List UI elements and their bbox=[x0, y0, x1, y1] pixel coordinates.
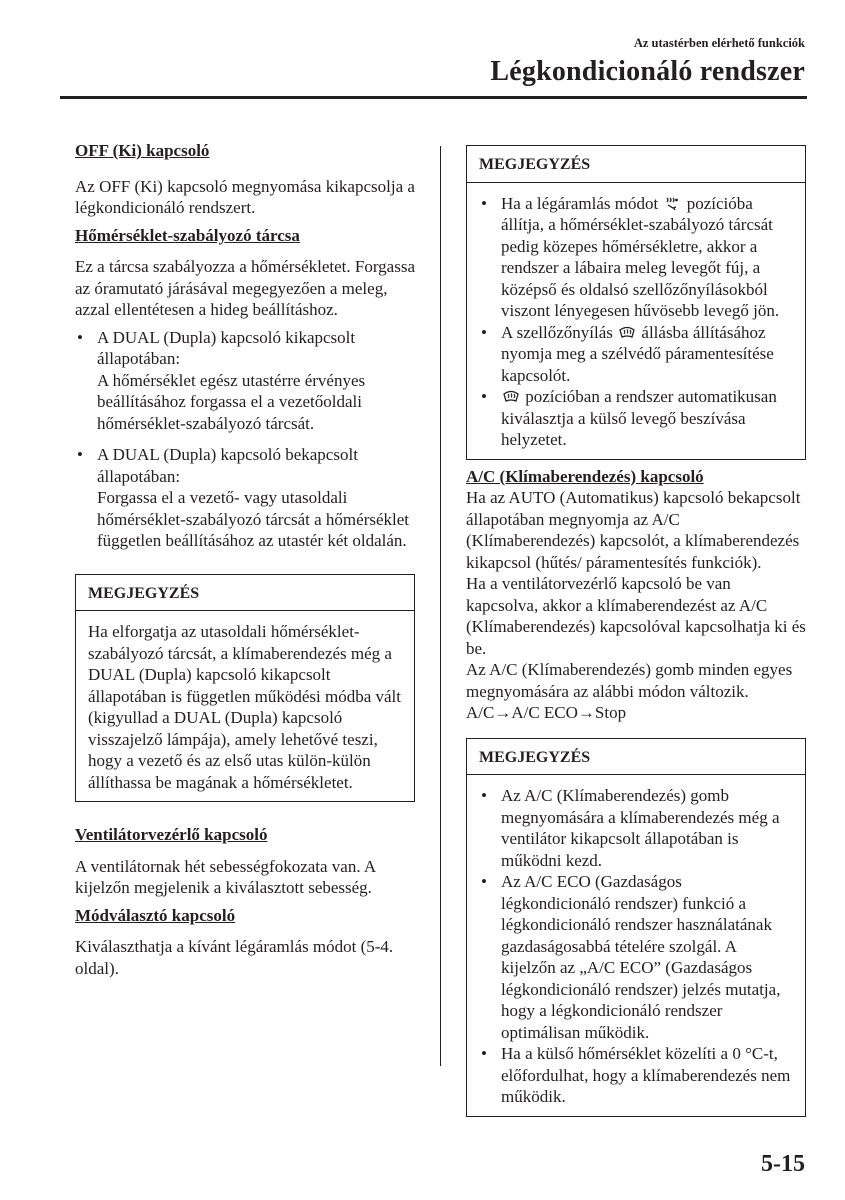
header-rule bbox=[60, 96, 807, 99]
note-body bbox=[467, 775, 805, 1116]
note-body bbox=[467, 183, 805, 459]
note-box bbox=[75, 574, 415, 803]
list-item bbox=[479, 322, 793, 387]
ac-switch-heading: A/C (Klímaberendezés) kapcsoló bbox=[466, 466, 704, 486]
page-title: Légkondicionáló rendszer bbox=[490, 56, 805, 87]
fan-switch-heading: Ventilátorvezérlő kapcsoló bbox=[75, 825, 268, 844]
ac-paragraph: Ha a ventilátorvezérlő kapcsoló be van kapcsolva, akkor a klímaberendezést az A/C (Klímaberendezés) kapcsolóval kapcsolhatja ki és be. bbox=[466, 574, 806, 658]
page-number: 5-15 bbox=[761, 1151, 805, 1177]
temp-dial-text: Ez a tárcsa szabályozza a hőmérsékletet. Forgassa az óramutató járásával megegyezően a meleg, azzal ellentétesen a hideg beállításhoz. bbox=[75, 257, 415, 319]
note-title: MEGJEGYZÉS bbox=[467, 739, 805, 776]
off-switch-text: Az OFF (Ki) kapcsoló megnyomása kikapcsolja a légkondicionáló rendszert. bbox=[75, 176, 415, 217]
note-text: A szellőzőnyílás bbox=[501, 322, 613, 342]
ac-paragraph: Ha az AUTO (Automatikus) kapcsoló bekapcsolt állapotában megnyomja az A/C (Klímaberendezés) kapcsolót, a klímaberendezés kikapcsol (hűtés/ páramentesítés funkciók). bbox=[466, 488, 801, 572]
note-title: MEGJEGYZÉS bbox=[467, 146, 805, 183]
note-body: Ha elforgatja az utasoldali hőmérséklet-szabályozó tárcsát, a klímaberendezés még a DUAL (Dupla) kapcsoló kikapcsolt állapotában is független működési módba vált (kigyullad a DUAL (Dupla) kapcsoló visszajelző lámpája), amely lehetővé teszi, hogy a vezető és az első utas külön-külön állíthassa be magának a hőmérsékletet. bbox=[88, 622, 402, 792]
ac-paragraph: Az A/C (Klímaberendezés) gomb minden egyes megnyomására az alábbi módon változik. bbox=[466, 660, 793, 701]
list-item: • Az A/C (Klímaberendezés) gomb megnyomására a klímaberendezés még a ventilátor kikapcsolt állapotában is működni kezd. bbox=[479, 785, 793, 871]
note-text: pozícióba állítja, a hőmérséklet-szabályozó tárcsát pedig közepes hőmérsékletre, akkor a rendszer a lábaira meleg levegőt fúj, a középső és oldalsó szellőzőnyílásokból viszont lényegesen hűvösebb levegő jön. bbox=[501, 193, 780, 320]
bullet-lead: • A DUAL (Dupla) kapcsoló kikapcsolt állapotában: bbox=[97, 327, 356, 368]
bullet-lead: • A DUAL (Dupla) kapcsoló bekapcsolt állapotában: bbox=[97, 445, 358, 486]
mode-switch-heading: Módválasztó kapcsoló bbox=[75, 905, 236, 925]
list-item bbox=[75, 327, 415, 435]
windshield-defrost-icon bbox=[619, 325, 635, 340]
note-text: Ha a légáramlás módot bbox=[501, 193, 659, 213]
note-text: állásba állításához nyomja meg a szélvédő páramentesítése kapcsolót. bbox=[501, 322, 774, 385]
ac-mode-sequence: A/C→A/C ECO→Stop bbox=[466, 703, 627, 722]
column-divider bbox=[440, 146, 441, 1066]
bullet-text: A hőmérséklet egész utastérre érvényes beállításához forgassa el a vezetőoldali hőmérséklet-szabályozó tárcsát. bbox=[97, 370, 366, 433]
note-box bbox=[466, 738, 806, 1117]
mode-switch-text: Kiválaszthatja a kívánt légáramlás módot (5-4. oldal). bbox=[75, 937, 394, 978]
fan-switch-text: A ventilátornak hét sebességfokozata van. A kijelzőn megjelenik a kiválasztott sebesség. bbox=[75, 856, 376, 897]
list-item bbox=[479, 386, 793, 451]
floor-defrost-mode-icon bbox=[664, 196, 680, 211]
list-item: • Az A/C ECO (Gazdaságos légkondicionáló rendszer) funkció a légkondicionáló rendszer használatának gazdaságosabbá tételére szolgál. A kijelzőn az „A/C ECO” (Gazdaságos légkondicionáló rendszer) jelzés mutatja, hogy a légkondicionáló rendszer optimálisan működik. bbox=[479, 871, 793, 1043]
note-box bbox=[466, 145, 806, 460]
bullet-text: Forgassa el a vezető- vagy utasoldali hőmérséklet-szabályozó tárcsát a hőmérséklet független beállításához az utastér két oldalán. bbox=[97, 488, 410, 550]
list-item bbox=[75, 444, 415, 552]
dual-bullet-list bbox=[75, 327, 415, 552]
list-item bbox=[479, 193, 793, 322]
section-label: Az utastérben elérhető funkciók bbox=[633, 36, 805, 50]
temp-dial-heading: Hőmérséklet-szabályozó tárcsa bbox=[75, 225, 300, 245]
windshield-defrost-icon bbox=[503, 389, 519, 404]
off-switch-heading: OFF (Ki) kapcsoló bbox=[75, 141, 210, 160]
note-title: MEGJEGYZÉS bbox=[76, 575, 414, 612]
right-column bbox=[466, 145, 806, 1117]
left-column bbox=[75, 140, 415, 979]
list-item: • Ha a külső hőmérséklet közelíti a 0 °C-t, előfordulhat, hogy a klímaberendezés nem működik. bbox=[479, 1043, 793, 1108]
note-text: pozícióban a rendszer automatikusan kiválasztja a külső levegő beszívása helyzetet. bbox=[501, 387, 777, 449]
